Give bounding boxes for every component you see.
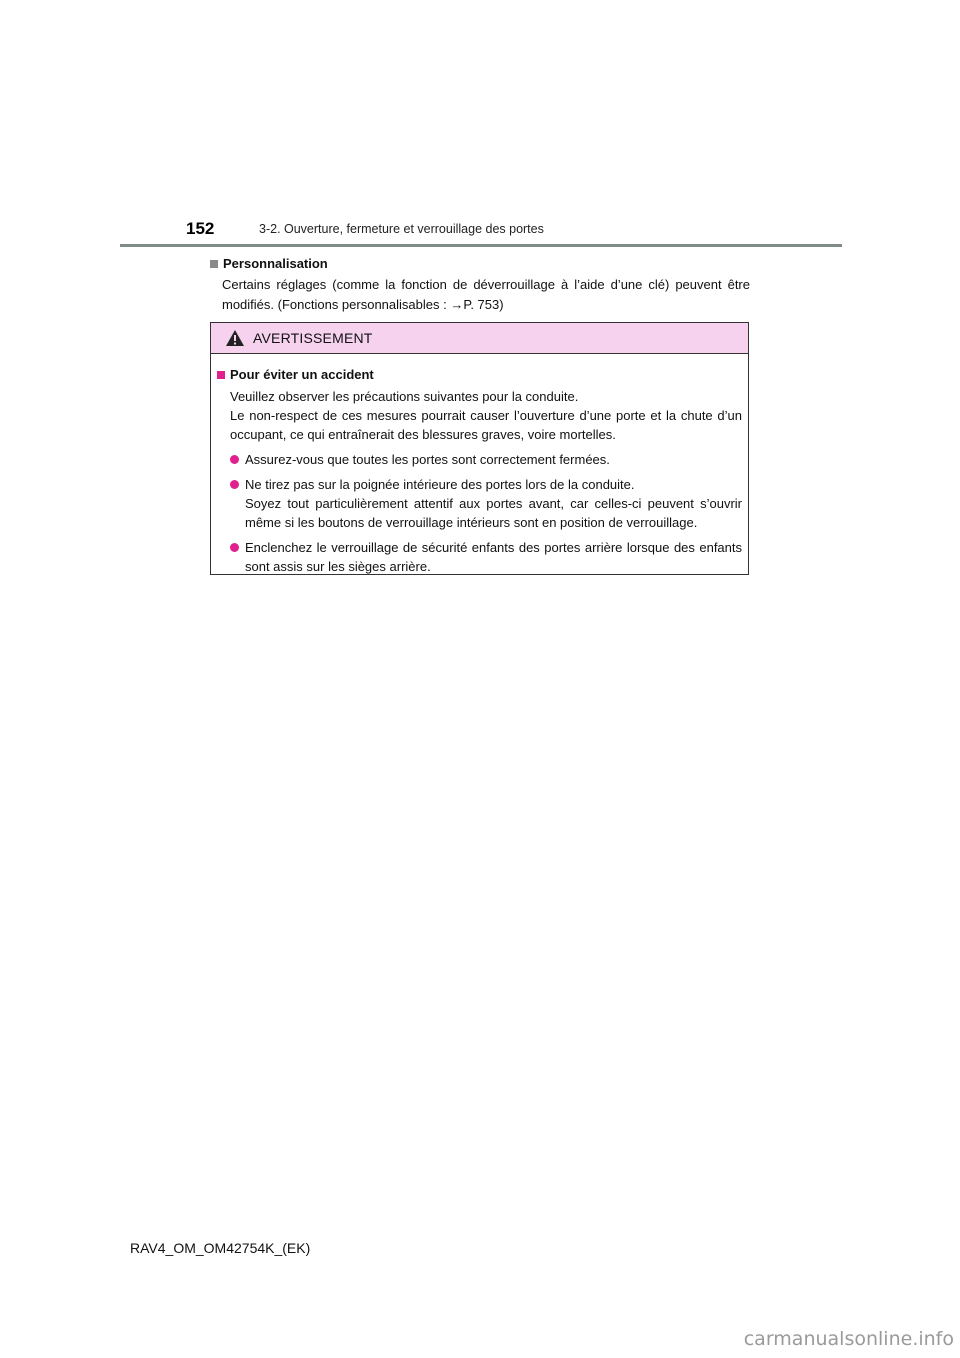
watermark: carmanualsonline.info bbox=[743, 1328, 954, 1350]
warning-intro-line2: Le non-respect de ces mesures pourrait causer l’ouverture d’une porte et la chute d’un occupant, ce qui entraînerait des blessures graves, voire mortelles. bbox=[230, 408, 742, 442]
pink-dot-bullet-icon bbox=[230, 543, 239, 552]
warning-bullet-item bbox=[217, 475, 742, 532]
pink-dot-bullet-icon bbox=[230, 480, 239, 489]
warning-heading bbox=[217, 366, 742, 384]
section-heading-text: Personnalisation bbox=[223, 256, 328, 271]
warning-triangle-icon bbox=[225, 329, 245, 347]
header-rule bbox=[120, 244, 842, 247]
warning-bullet-text bbox=[245, 475, 742, 532]
warning-intro-line1: Veuillez observer les précautions suivantes pour la conduite. bbox=[230, 389, 579, 404]
running-header: 3-2. Ouverture, fermeture et verrouillage des portes bbox=[259, 222, 544, 236]
warning-heading-text: Pour éviter un accident bbox=[230, 367, 374, 382]
section-heading bbox=[210, 255, 750, 273]
warning-intro bbox=[217, 387, 742, 444]
section-paragraph: Certains réglages (comme la fonction de déverrouillage à l’aide d’une clé) peuvent être modifiés. (Fonctions personnalisables : →P. 753) bbox=[222, 277, 750, 312]
warning-bullet-text: Assurez-vous que toutes les portes sont correctement fermées. bbox=[245, 452, 610, 467]
document-code: RAV4_OM_OM42754K_(EK) bbox=[130, 1240, 311, 1256]
warning-bullet-item bbox=[217, 450, 742, 469]
warning-title: AVERTISSEMENT bbox=[253, 330, 373, 346]
warning-box bbox=[210, 322, 749, 575]
warning-bullet-line2: Soyez tout particulièrement attentif aux portes avant, car celles-ci peuvent s’ouvrir même si les boutons de verrouillage intérieurs sont en position de verrouillage. bbox=[245, 496, 742, 530]
pink-square-bullet-icon bbox=[217, 371, 225, 379]
warning-body bbox=[211, 354, 748, 576]
page-number: 152 bbox=[186, 219, 215, 238]
warning-bullet-item bbox=[217, 538, 742, 576]
warning-header bbox=[211, 323, 748, 354]
warning-bullet-line1: Ne tirez pas sur la poignée intérieure des portes lors de la conduite. bbox=[245, 477, 635, 492]
personalization-section bbox=[210, 255, 750, 315]
pink-dot-bullet-icon bbox=[230, 455, 239, 464]
warning-bullet-text: Enclenchez le verrouillage de sécurité enfants des portes arrière lorsque des enfants sont assis sur les sièges arrière. bbox=[245, 540, 742, 574]
square-bullet-icon bbox=[210, 260, 218, 268]
